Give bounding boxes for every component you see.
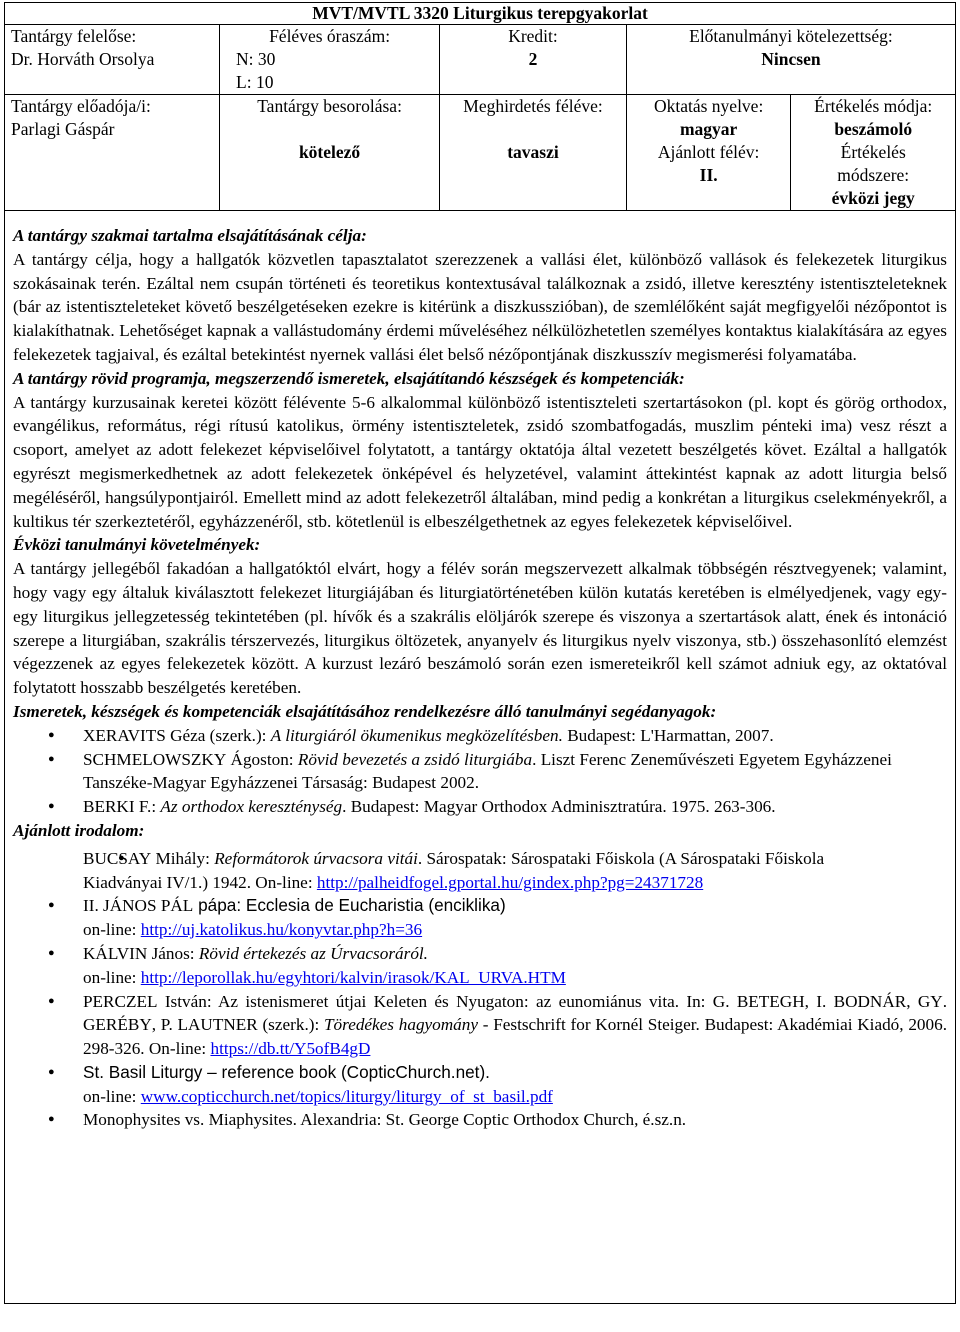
irod-list <box>13 847 947 1133</box>
program-text: A tantárgy kurzusainak keretei között félévente 5-6 alkalommal különböző istentiszteleti szertartásokon (pl. kopt és görög orthodox, evangélikus, református, régi rítusú katolikus, örmény istentiszteletek, zsidó szombatfogadás, muszlim pénteki ima) vesz részt a csoport, amelyet az adott felekezet képviselőivel folytatott, a tantárgy oktatója által vezetett beszélgetés követ. Ezáltal a hallgatók egyrészt megismerkedhetnek az adott felekezetek önképével és helyzetével, valamint áttekintést kapnak az adott liturgia belső megéléséről, hangsúlypontjairól. Emellett mind az adott felekezetről általában, mind pedig a konkrétan a liturgikus cselekményekről, a kultikus tér szerkeztetéről, egyházzenéről, stb. kötetlenül is elbeszélgethetnek az egyes felekezetek képviselőivel. <box>13 392 947 531</box>
link-copticchurch[interactable]: www.copticchurch.net/topics/liturgy/liturgy_of_st_basil.pdf <box>140 1086 553 1106</box>
cel-heading: A tantárgy szakmai tartalma elsajátításának célja: <box>13 226 367 245</box>
besorolas-value: kötelező <box>298 142 361 162</box>
course-info-table <box>4 2 956 211</box>
course-description <box>13 224 947 1132</box>
ertekeles-modja-value: beszámoló <box>834 119 913 139</box>
kredit-label: Kredit: <box>508 26 558 46</box>
cel-text: A tantárgy célja, hogy a hallgatók közvetlen tapasztalatot szerezzenek a vallási élet, különböző vallások és felekezetek liturgikus szokásainak terén. Ezáltal nem csupán történeti és teoretikus kontextusával találkoznak a zsidó, illetve keresztény istentiszteleteknek (bár az istentiszteleteket követő beszélgetéseken ezekre is kitérünk a diszkusszióban), de szemlélőként saját megfigyelői nézőpontot is kialakíthatnak. Lehetőséget kapnak a vallástudomány érdemi műveléséhez nélkülözhetetlen személyes kontaktus kialakítására az egyes felekezetek tagjaival, és ezáltal betekintést nyernek vallási élet belső nézőpontjának diszkusszív megismerési folyamatába. <box>13 249 947 364</box>
nyelv-value: magyar <box>679 119 738 139</box>
besorolas-label: Tantárgy besorolása: <box>257 96 402 116</box>
ajanlott-value: II. <box>699 165 718 185</box>
oraszam-l: L: 10 <box>236 72 274 92</box>
list-item-continuation: Kiadványai IV/1.) 1942. On-line: http://palheidfogel.gportal.hu/gindex.php?pg=24371728 <box>83 872 704 892</box>
ertekeles-modja-label: Értékelés módja: <box>814 96 933 116</box>
ertekeles-cell <box>791 95 956 211</box>
seged-list <box>13 724 947 819</box>
elotan-label: Előtanulmányi kötelezettség: <box>689 26 893 46</box>
nyelv-label: Oktatás nyelve: <box>653 96 764 116</box>
kredit-value: 2 <box>528 49 538 69</box>
eloado-name: Parlagi Gáspár <box>11 119 115 139</box>
kov-text: A tantárgy jellegéből fakadóan a hallgatóktól elvárt, hogy a félév során megszervezett alkalmak többségén résztvegyenek; valamint, hogy vagy egy általuk kiválasztott felekezet liturgiájában és liturgiatörténetében külön kutatás keretében is elmélyedjenek, vagy egy-egy liturgikus jellegzetesség tekintetében (pl. hívők és a szakrális elöljárók szerepe és viszonya a szertartások alatt, ének és intonáció szerepe a liturgiában, szakrális térszervezés, liturgikus öltözetek, anyanyelv és liturgikus nyelv viszonya, stb.) összehasonlító elemzést végezzenek az egyes felekezetek között. A kurzust lezáró beszámoló során ezen ismereteikről kell számot adniuk egy, az oktatóval folytatott hosszabb beszélgetés keretében. <box>13 559 947 698</box>
program-heading: A tantárgy rövid programja, megszerzendő ismeretek, elsajátítandó készségek és kompetenciák: <box>13 368 685 388</box>
kov-heading: Évközi tanulmányi követelmények: <box>13 535 261 555</box>
ertekeles-modszere-label2: módszere: <box>837 165 910 185</box>
ertekeles-modszere-value: évközi jegy <box>831 188 915 208</box>
meghirdetes-label: Meghirdetés féléve: <box>463 96 603 116</box>
elotan-value: Nincsen <box>761 49 821 69</box>
link-leporollak[interactable]: http://leporollak.hu/egyhtori/kalvin/irasok/KAL_URVA.HTM <box>140 967 566 987</box>
list-item: ● PERCZEL István: Az istenismeret útjai Keleten és Nyugaton: az eunomiánus vita. In: G. BETEGH, I. BODNÁR, GY. GERÉBY, P. LAUTNER (szerk.): Töredékes hagyomány - Festschrift for Kornél Steiger. Budapest: Akadémiai Kiadó, 2006. 298-326. On-line: https://db.tt/Y5ofB4gD <box>13 990 947 1061</box>
elotan-cell <box>626 25 955 95</box>
felelos-label: Tantárgy felelőse: <box>11 26 137 46</box>
link-dropbox[interactable]: https://db.tt/Y5ofB4gD <box>210 1039 371 1059</box>
ajanlott-label: Ajánlott félév: <box>657 142 760 162</box>
irod-heading: Ajánlott irodalom: <box>13 820 145 840</box>
meghirdetes-value: tavaszi <box>507 142 559 162</box>
seged-heading: Ismeretek, készségek és kompetenciák elsajátításához rendelkezésre álló tanulmányi segédanyagok: <box>13 701 717 721</box>
list-item: ● Monophysites vs. Miaphysites. Alexandria: St. George Coptic Orthodox Church, é.sz.n. <box>13 1108 947 1132</box>
ertekeles-modszere-label1: Értékelés <box>840 142 906 162</box>
list-item: ● SCHMELOWSZKY Ágoston: Rövid bevezetés a zsidó liturgiába. Liszt Ferenc Zeneművészeti Egyetem Egyházzenei Tanszéke-Magyar Egyházzenei Társaság: Budapest 2002. <box>13 748 947 796</box>
course-title: MVT/MVTL 3320 Liturgikus terepgyakorlat <box>5 2 956 25</box>
list-item: ● BUCSAY Mihály: Reformátorok úrvacsora vitái. Sárospatak: Sárospataki Főiskola (A Sárospataki Főiskola <box>13 847 947 871</box>
list-item: ● St. Basil Liturgy – reference book (CopticChurch.net). on-line: www.copticchurch.net/topics/liturgy/liturgy_of_st_basil.pdf <box>13 1061 947 1109</box>
oraszam-n: N: 30 <box>236 49 276 69</box>
list-item: ● II. JÁNOS PÁL pápa: Ecclesia de Eucharistia (enciklika) on-line: http://uj.katolikus.hu/konyvtar.php?h=36 <box>13 894 947 942</box>
list-item: ● KÁLVIN János: Rövid értekezés az Úrvacsoráról. on-line: http://leporollak.hu/egyhtori/kalvin/irasok/KAL_URVA.HTM <box>13 942 947 990</box>
eloado-cell <box>5 95 220 211</box>
meghirdetes-cell <box>440 95 627 211</box>
felelos-name: Dr. Horváth Orsolya <box>11 49 155 69</box>
kredit-cell <box>440 25 627 95</box>
eloado-label: Tantárgy előadója/i: <box>11 96 151 116</box>
oraszam-label: Féléves óraszám: <box>269 26 391 46</box>
besorolas-cell <box>220 95 440 211</box>
link-palheidfogel[interactable]: http://palheidfogel.gportal.hu/gindex.php?pg=24371728 <box>316 872 704 892</box>
oraszam-cell <box>220 25 440 95</box>
link-katolikus[interactable]: http://uj.katolikus.hu/konyvtar.php?h=36 <box>140 920 423 940</box>
felelos-cell <box>5 25 220 95</box>
list-item: ● XERAVITS Géza (szerk.): A liturgiáról ökumenikus megközelítésben. Budapest: L'Harmattan, 2007. <box>13 724 947 748</box>
list-item: ● BERKI F.: Az orthodox kereszténység. Budapest: Magyar Orthodox Adminisztratúra. 1975. 263-306. <box>13 795 947 819</box>
nyelv-cell <box>626 95 791 211</box>
